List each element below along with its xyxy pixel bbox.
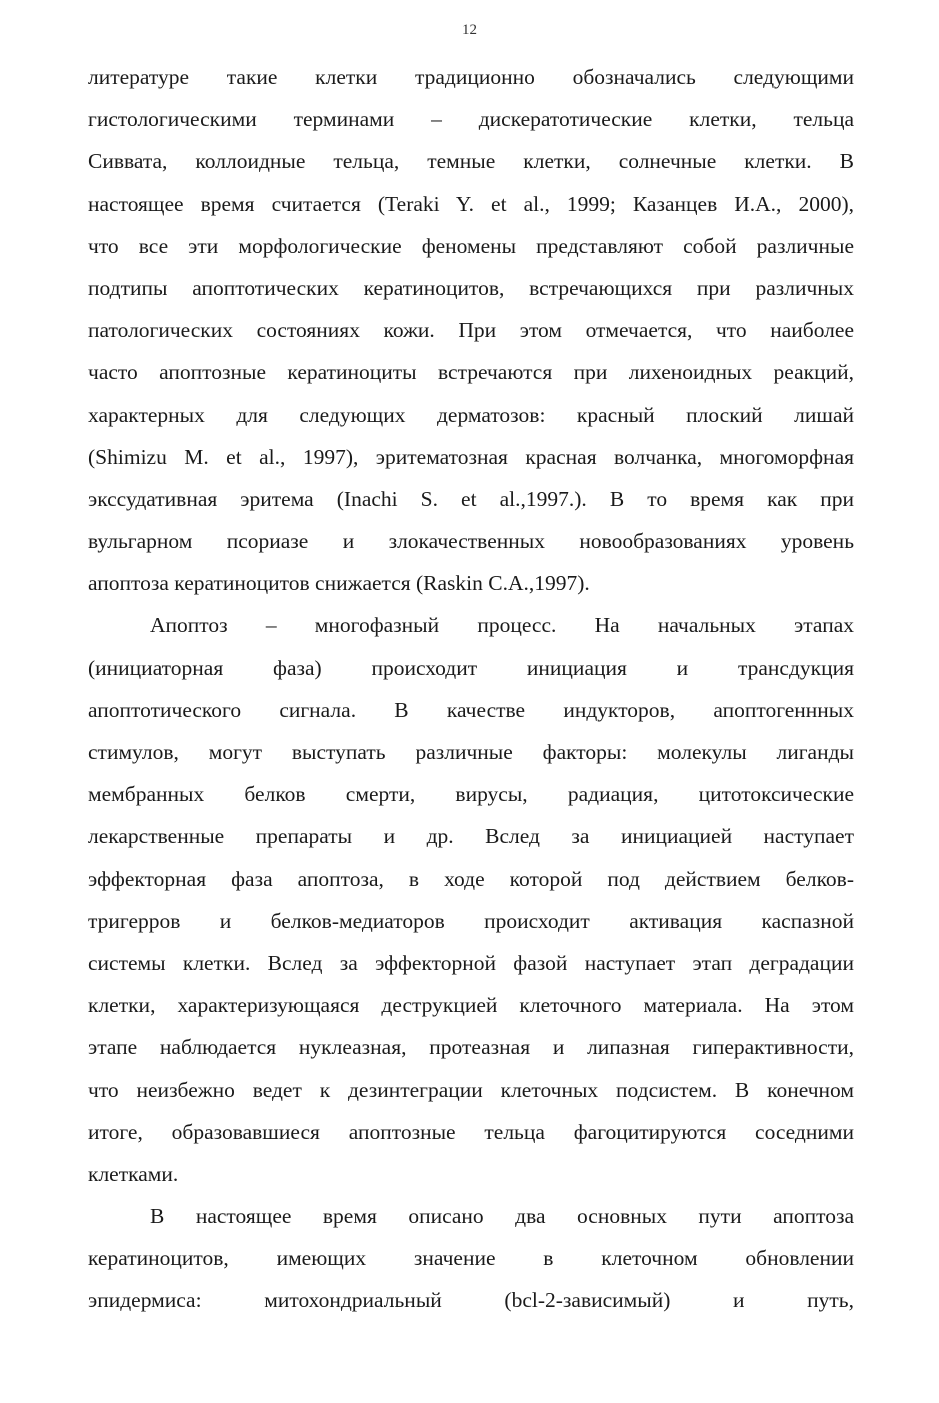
page-number: 12: [462, 22, 477, 38]
text-line: системы клетки. Вслед за эффекторной фазой наступает этап деградации: [88, 950, 854, 975]
text-line: эффекторная фаза апоптоза, в ходе которой под действием белков-: [88, 866, 854, 891]
text-line: итоге, образовавшиеся апоптозные тельца фагоцитируются соседними: [88, 1119, 854, 1144]
text-line: Апоптоз – многофазный процесс. На начальных этапах: [150, 613, 854, 638]
text-line: стимулов, могут выступать различные факторы: молекулы лиганды: [88, 740, 854, 764]
text-line: гистологическими терминами – дискератотические клетки, тельца: [88, 107, 854, 132]
text-line: подтипы апоптотических кератиноцитов, встречающихся при различных: [88, 275, 854, 300]
text-line: В настоящее время описано два основных пути апоптоза: [150, 1204, 854, 1229]
text-line: что неизбежно ведет к дезинтеграции клеточных подсистем. В конечном: [88, 1077, 854, 1102]
text-line: характерных для следующих дерматозов: красный плоский лишай: [88, 402, 854, 427]
paragraph-1: [88, 56, 854, 604]
paragraph-2: [88, 604, 854, 1195]
text-line: что все эти морфологические феномены представляют собой различные: [88, 233, 854, 258]
document-body: [88, 56, 854, 1322]
text-line: вульгарном псориазе и злокачественных новообразованиях уровень: [88, 529, 854, 554]
text-line: (Shimizu M. et al., 1997), эритематозная красная волчанка, многоморфная: [88, 444, 854, 469]
text-line: настоящее время считается (Teraki Y. et al., 1999; Казанцев И.А., 2000),: [88, 191, 854, 216]
text-line: литературе такие клетки традиционно обозначались следующими: [88, 65, 854, 89]
text-line: апоптоза кератиноцитов снижается (Raskin C.A.,1997).: [88, 571, 590, 596]
text-line: кератиноцитов, имеющих значение в клеточном обновлении: [88, 1246, 854, 1271]
text-line: клетками.: [88, 1161, 179, 1186]
text-line: лекарственные препараты и др. Вслед за инициацией наступает: [88, 824, 854, 849]
text-line: апоптотического сигнала. В качестве индукторов, апоптогеннных: [88, 697, 854, 722]
text-line: часто апоптозные кератиноциты встречаются при лихеноидных реакций,: [88, 360, 854, 385]
paragraph-3: [88, 1195, 854, 1322]
text-line: эпидермиса: митохондриальный (bcl-2-зависимый) и путь,: [88, 1288, 854, 1313]
text-line: экссудативная эритема (Inachi S. et al.,1997.). В то время как при: [88, 486, 854, 511]
text-line: тригерров и белков-медиаторов происходит активация каспазной: [88, 908, 854, 933]
text-line: мембранных белков смерти, вирусы, радиация, цитотоксические: [88, 782, 854, 807]
text-line: этапе наблюдается нуклеазная, протеазная и липазная гиперактивности,: [88, 1035, 854, 1060]
text-line: патологических состояниях кожи. При этом отмечается, что наиболее: [88, 318, 854, 343]
text-line: Сиввата, коллоидные тельца, темные клетки, солнечные клетки. В: [88, 149, 854, 174]
text-line: (инициаторная фаза) происходит инициация и трансдукция: [88, 655, 854, 680]
text-line: клетки, характеризующаяся деструкцией клеточного материала. На этом: [88, 993, 854, 1018]
